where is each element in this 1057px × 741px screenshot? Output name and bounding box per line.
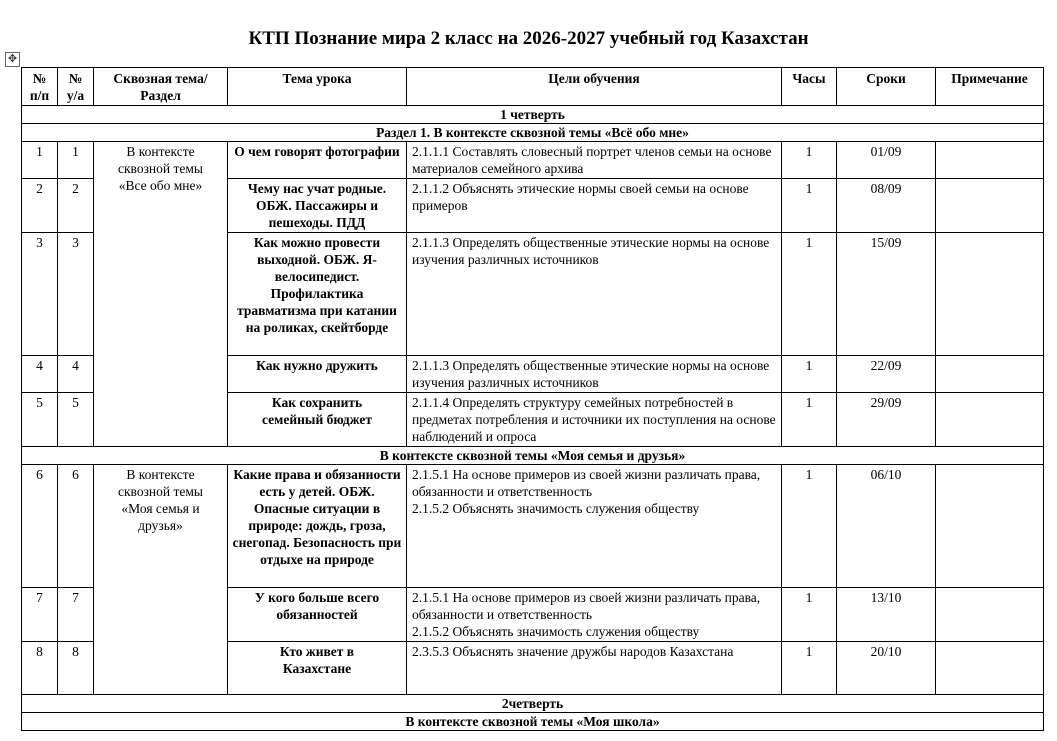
table-row xyxy=(22,142,1044,179)
lesson-topic: О чем говорят фотографии xyxy=(228,142,407,179)
lesson-date: 15/09 xyxy=(837,233,936,356)
document-title: КТП Познание мира 2 класс на 2026-2027 учебный год Казахстан xyxy=(248,28,809,49)
quarter-2-heading: 2четверть xyxy=(22,695,1044,713)
lesson-topic: У кого больше всего обязанностей xyxy=(228,588,407,642)
header-theme: Сквозная тема/ Раздел xyxy=(94,68,228,106)
lesson-topic: Кто живет в Казахстане xyxy=(228,642,407,695)
lesson-hours: 1 xyxy=(782,588,837,642)
row-lesson-num: 3 xyxy=(58,233,94,356)
table-move-handle-icon[interactable]: ✥ xyxy=(5,52,20,67)
lesson-goals: 2.1.1.2 Объяснять этические нормы своей семьи на основе примеров xyxy=(407,179,782,233)
lesson-goals xyxy=(407,465,782,588)
lesson-date: 22/09 xyxy=(837,356,936,393)
lesson-goals: 2.1.1.3 Определять общественные этические нормы на основе изучения различных источников xyxy=(407,233,782,356)
lesson-hours: 1 xyxy=(782,142,837,179)
lesson-hours: 1 xyxy=(782,393,837,447)
row-lesson-num: 5 xyxy=(58,393,94,447)
lesson-goals: 2.1.1.3 Определять общественные этические нормы на основе изучения различных источников xyxy=(407,356,782,393)
row-lesson-num: 8 xyxy=(58,642,94,695)
lesson-date: 06/10 xyxy=(837,465,936,588)
lesson-note xyxy=(936,356,1044,393)
header-goals: Цели обучения xyxy=(407,68,782,106)
lesson-note xyxy=(936,233,1044,356)
lesson-goals: 2.3.5.3 Объяснять значение дружбы народов Казахстана xyxy=(407,642,782,695)
plan-table xyxy=(21,67,1044,731)
row-num: 1 xyxy=(22,142,58,179)
lesson-note xyxy=(936,588,1044,642)
lesson-topic: Как сохранить семейный бюджет xyxy=(228,393,407,447)
lesson-note xyxy=(936,465,1044,588)
lesson-date: 08/09 xyxy=(837,179,936,233)
quarter-1-heading: 1 четверть xyxy=(22,106,1044,124)
row-lesson-num: 4 xyxy=(58,356,94,393)
row-num: 6 xyxy=(22,465,58,588)
section-1-heading: Раздел 1. В контексте сквозной темы «Всё обо мне» xyxy=(22,124,1044,142)
cross-theme-cell: В контексте сквозной темы «Все обо мне» xyxy=(94,142,228,447)
lesson-hours: 1 xyxy=(782,465,837,588)
lesson-date: 29/09 xyxy=(837,393,936,447)
lesson-hours: 1 xyxy=(782,179,837,233)
row-num: 3 xyxy=(22,233,58,356)
lesson-topic: Какие права и обязанности есть у детей. ОБЖ. Опасные ситуации в природе: дождь, гроза, снегопад. Безопасность при отдыхе на природе xyxy=(228,465,407,588)
row-num: 7 xyxy=(22,588,58,642)
row-num: 5 xyxy=(22,393,58,447)
lesson-topic: Чему нас учат родные. ОБЖ. Пассажиры и пешеходы. ПДД xyxy=(228,179,407,233)
header-row xyxy=(22,68,1044,106)
lesson-hours: 1 xyxy=(782,233,837,356)
lesson-goals xyxy=(407,588,782,642)
table-row xyxy=(22,465,1044,588)
lesson-topic: Как нужно дружить xyxy=(228,356,407,393)
row-lesson-num: 6 xyxy=(58,465,94,588)
header-note: Примечание xyxy=(936,68,1044,106)
lesson-goals: 2.1.1.1 Составлять словесный портрет членов семьи на основе материалов семейного архива xyxy=(407,142,782,179)
lesson-note xyxy=(936,642,1044,695)
goal-item: 2.1.5.1 На основе примеров из своей жизни различать права, обязанности и ответственность xyxy=(412,590,761,622)
row-num: 8 xyxy=(22,642,58,695)
section-2-heading: В контексте сквозной темы «Моя семья и друзья» xyxy=(22,447,1044,465)
lesson-date: 20/10 xyxy=(837,642,936,695)
header-num-lesson: № у/а xyxy=(58,68,94,106)
header-dates: Сроки xyxy=(837,68,936,106)
header-num: № п/п xyxy=(22,68,58,106)
row-num: 2 xyxy=(22,179,58,233)
row-num: 4 xyxy=(22,356,58,393)
goal-item: 2.1.5.2 Объяснять значимость служения обществу xyxy=(412,624,700,639)
lesson-date: 01/09 xyxy=(837,142,936,179)
lesson-date: 13/10 xyxy=(837,588,936,642)
header-topic: Тема урока xyxy=(228,68,407,106)
lesson-note xyxy=(936,393,1044,447)
lesson-topic: Как можно провести выходной. ОБЖ. Я- велосипедист. Профилактика травматизма при катании на роликах, скейтборде xyxy=(228,233,407,356)
row-lesson-num: 2 xyxy=(58,179,94,233)
section-3-heading: В контексте сквозной темы «Моя школа» xyxy=(22,713,1044,731)
lesson-goals: 2.1.1.4 Определять структуру семейных потребностей в предметах потребления и источники их поступления на основе наблюдений и опроса xyxy=(407,393,782,447)
row-lesson-num: 7 xyxy=(58,588,94,642)
lesson-note xyxy=(936,142,1044,179)
goal-item: 2.1.5.2 Объяснять значимость служения обществу xyxy=(412,501,700,516)
cross-theme-cell: В контексте сквозной темы «Моя семья и друзья» xyxy=(94,465,228,695)
lesson-note xyxy=(936,179,1044,233)
lesson-hours: 1 xyxy=(782,356,837,393)
header-hours: Часы xyxy=(782,68,837,106)
row-lesson-num: 1 xyxy=(58,142,94,179)
lesson-hours: 1 xyxy=(782,642,837,695)
goal-item: 2.1.5.1 На основе примеров из своей жизни различать права, обязанности и ответственность xyxy=(412,467,761,499)
